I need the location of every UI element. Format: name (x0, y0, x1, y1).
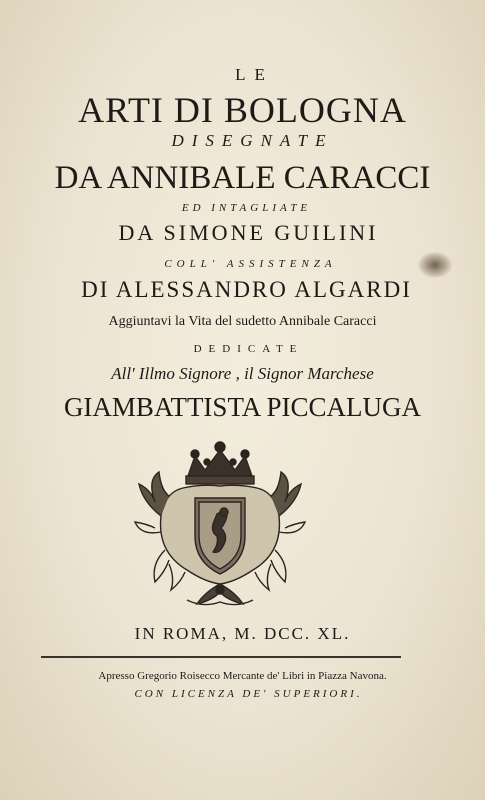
assistant-line: DI ALESSANDRO ALGARDI (81, 277, 412, 302)
main-title: ARTI DI BOLOGNA (78, 90, 407, 130)
title-article: LE (235, 65, 274, 84)
imprint-line: IN ROMA, M. DCC. XL. (134, 624, 351, 643)
coat-of-arms-emblem (125, 432, 315, 614)
dedicatee-name: GIAMBATTISTA PICCALUGA (63, 392, 422, 422)
engraved-line: ED INTAGLIATE (181, 202, 312, 214)
designer-line: DA ANNIBALE CARACCI (54, 160, 431, 196)
designed-line: DISEGNATE (171, 131, 334, 150)
biography-line: Aggiuntavi la Vita del sudetto Annibale Caracci (108, 314, 377, 329)
ink-stain (418, 252, 452, 278)
publisher-line: Apresso Gregorio Roisecco Mercante de' Libri in Piazza Navona. (98, 670, 387, 682)
assistance-line: COLL' ASSISTENZA (164, 258, 337, 270)
honorific-line: All' Illmo Signore , il Signor Marchese (111, 364, 374, 383)
license-line: CON LICENZA DE' SUPERIORI. (134, 688, 363, 700)
dedication-line: DEDICATE (193, 343, 304, 355)
horizontal-rule (41, 656, 401, 658)
engraver-line: DA SIMONE GUILINI (118, 220, 379, 245)
